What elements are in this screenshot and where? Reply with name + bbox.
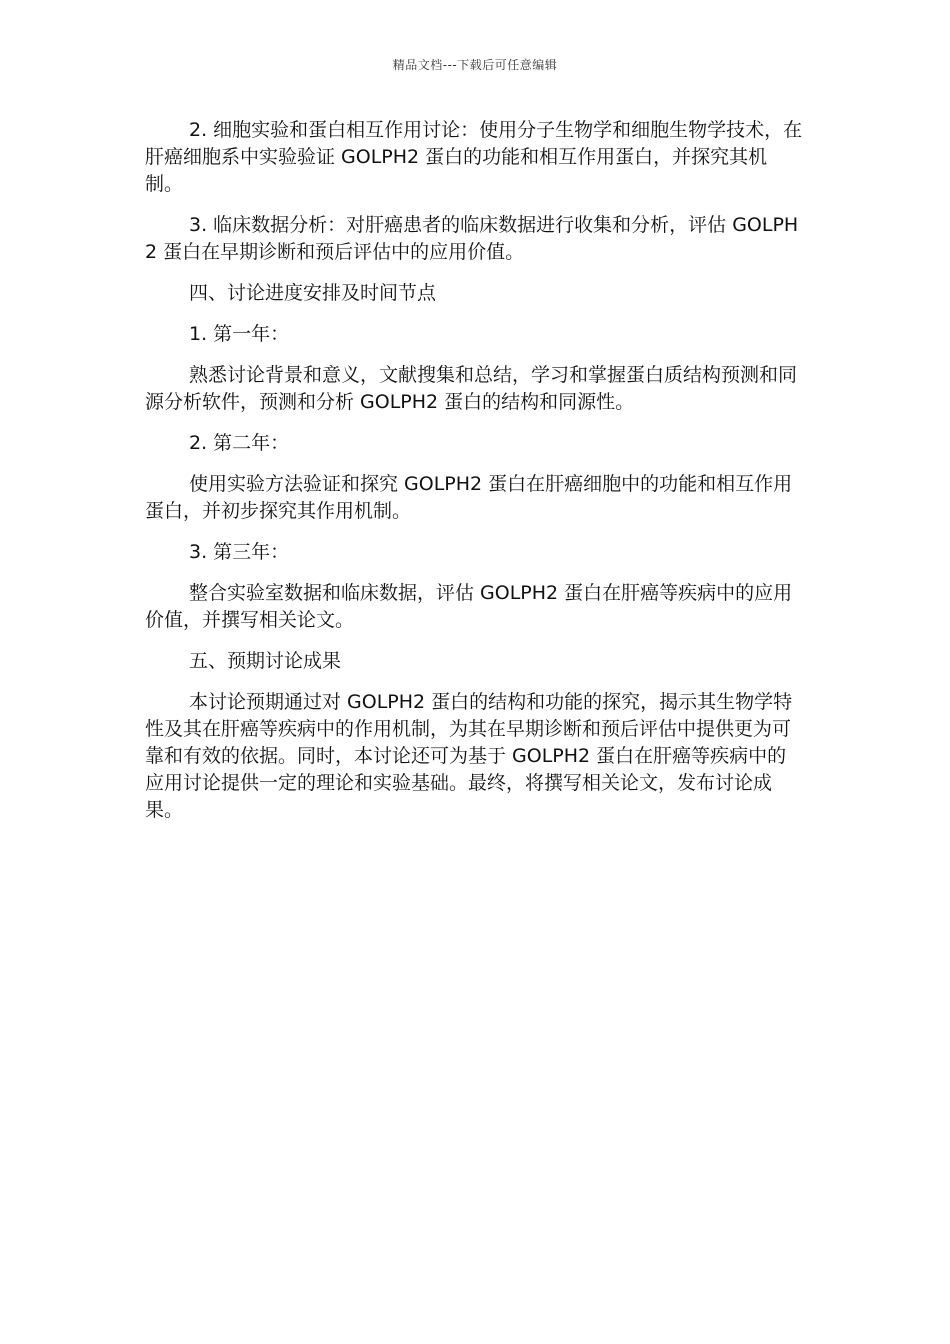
paragraph-cell-experiment: 2. 细胞实验和蛋白相互作用讨论：使用分子生物学和细胞生物学技术，在肝癌细胞系中实验验证 GOLPH2 蛋白的功能和相互作用蛋白，并探究其机制。 [145,119,803,195]
paragraph-year-two-content: 使用实验方法验证和探究 GOLPH2 蛋白在肝癌细胞中的功能和相互作用蛋白，并初步探究其作用机制。 [145,473,793,522]
section-heading-schedule: 四、讨论进度安排及时间节点 [189,282,437,304]
document-body [145,117,805,838]
paragraph-year-two-label: 2. 第二年： [189,432,290,454]
section-heading-expected-results: 五、预期讨论成果 [189,650,342,672]
paragraph-expected-results: 本讨论预期通过对 GOLPH2 蛋白的结构和功能的探究，揭示其生物学特性及其在肝癌等疾病中的作用机制，为其在早期诊断和预后评估中提供更为可靠和有效的依据。同时，本讨论还可为基于 GOLPH2 蛋白在肝癌等疾病中的应用讨论提供一定的理论和实验基础。最终，将撰写相关论文，发布讨论成果。 [145,691,793,821]
paragraph-year-one-label: 1. 第一年： [189,323,290,345]
paragraph-year-one-content: 熟悉讨论背景和意义，文献搜集和总结，学习和掌握蛋白质结构预测和同源分析软件，预测和分析 GOLPH2 蛋白的结构和同源性。 [145,364,798,413]
paragraph-year-three-label: 3. 第三年： [189,541,290,563]
page-header: 精品文档---下载后可任意编辑 [392,58,558,72]
paragraph-year-three-content: 整合实验室数据和临床数据，评估 GOLPH2 蛋白在肝癌等疾病中的应用价值，并撰写相关论文。 [145,582,793,631]
paragraph-clinical-analysis: 3. 临床数据分析：对肝癌患者的临床数据进行收集和分析，评估 GOLPH2 蛋白在早期诊断和预后评估中的应用价值。 [145,214,799,263]
